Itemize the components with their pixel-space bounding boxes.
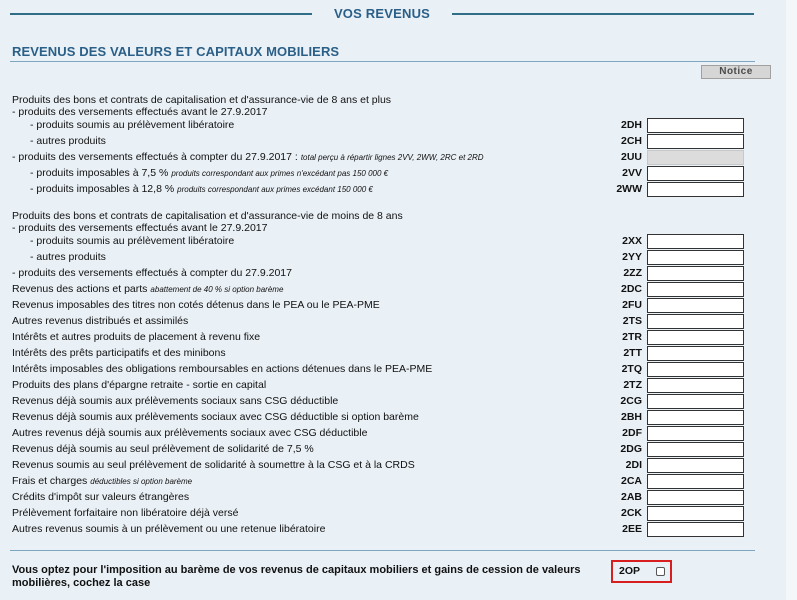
amount-input-2tt[interactable]: [647, 346, 744, 361]
row-label-text: Frais et charges: [12, 475, 88, 487]
section-divider: [10, 61, 755, 62]
amount-input-2tz[interactable]: [647, 378, 744, 393]
box-code: 2TZ: [623, 379, 642, 391]
row-label-text: Autres revenus distribués et assimilés: [12, 315, 189, 327]
form-row-2dh: [0, 118, 786, 134]
form-row-2yy: [0, 250, 786, 266]
row-label: [12, 410, 419, 425]
box-code: 2AB: [620, 491, 642, 503]
row-label-text: Intérêts imposables des obligations remboursables en actions détenues dans le PEA-PME: [12, 363, 433, 375]
box-code: 2CH: [620, 135, 642, 147]
amount-input-2df[interactable]: [647, 426, 744, 441]
row-label-text: Revenus soumis au seul prélèvement de solidarité à soumettre à la CSG et à la CRDS: [12, 459, 415, 471]
amount-input-2dh[interactable]: [647, 118, 744, 133]
notice-button[interactable]: Notice: [701, 65, 771, 79]
row-label: [12, 298, 380, 313]
amount-input-2yy[interactable]: [647, 250, 744, 265]
option-code: 2OP: [619, 565, 641, 577]
amount-input-2vv[interactable]: [647, 166, 744, 181]
row-label: [30, 166, 388, 181]
row-label-text: Autres revenus déjà soumis aux prélèvements sociaux avec CSG déductible: [12, 427, 368, 439]
box-code: 2TQ: [621, 363, 642, 375]
form-row-2dg: [0, 442, 786, 458]
row-label: [12, 378, 266, 393]
row-label: [12, 314, 188, 329]
form-row-2vv: [0, 166, 786, 182]
form-row-2tz: [0, 378, 786, 394]
amount-input-2ww[interactable]: [647, 182, 744, 197]
amount-input-2ck[interactable]: [647, 506, 744, 521]
row-label-text: Revenus imposables des titres non cotés détenus dans le PEA ou le PEA-PME: [12, 299, 380, 311]
row-label: [12, 490, 189, 505]
row-label: [12, 522, 325, 537]
row-note: produits correspondant aux primes excédant 150 000 €: [177, 185, 373, 194]
form-row-2tq: [0, 362, 786, 378]
row-label: [30, 118, 234, 133]
row-label-text: - produits imposables à 12,8 %: [30, 183, 175, 195]
option-text: Vous optez pour l'imposition au barème de vos revenus de capitaux mobiliers et gains de cession de valeurs mobilières, cochez la case: [12, 564, 581, 589]
box-code: 2WW: [616, 183, 642, 195]
row-label: [12, 362, 432, 377]
amount-input-2ab[interactable]: [647, 490, 744, 505]
group2-subheading: - produits des versements effectués avant le 27.9.2017: [12, 222, 268, 234]
row-label: [12, 506, 238, 521]
amount-input-2tr[interactable]: [647, 330, 744, 345]
amount-input-2bh[interactable]: [647, 410, 744, 425]
amount-input-2dg[interactable]: [647, 442, 744, 457]
form-row-2ww: [0, 182, 786, 198]
row-label: [12, 474, 192, 489]
form-row-2ca: [0, 474, 786, 490]
form-row-2di: [0, 458, 786, 474]
row-label-text: Produits des plans d'épargne retraite - sortie en capital: [12, 379, 267, 391]
amount-input-2dc[interactable]: [647, 282, 744, 297]
form-row-2zz: [0, 266, 786, 282]
row-label-text: Revenus déjà soumis aux prélèvements sociaux avec CSG déductible si option barème: [12, 411, 419, 423]
amount-input-2ee[interactable]: [647, 522, 744, 537]
box-code: 2TT: [623, 347, 642, 359]
form-row-2uu: [0, 150, 786, 166]
option-checkbox[interactable]: [656, 567, 665, 576]
form-row-2ee: [0, 522, 786, 538]
section-title: REVENUS DES VALEURS ET CAPITAUX MOBILIERS: [12, 44, 340, 59]
amount-input-2ca[interactable]: [647, 474, 744, 489]
row-label: [12, 150, 484, 165]
box-code: 2EE: [622, 523, 642, 535]
form-row-2tt: [0, 346, 786, 362]
row-label: [30, 250, 106, 265]
form-row-2fu: [0, 298, 786, 314]
bottom-divider: [10, 550, 755, 551]
row-label-text: Prélèvement forfaitaire non libératoire déjà versé: [12, 507, 239, 519]
row-label-text: Revenus des actions et parts: [12, 283, 148, 295]
title-divider-left: [10, 13, 312, 15]
group1-heading: Produits des bons et contrats de capitalisation et d'assurance-vie de 8 ans et plus: [12, 94, 392, 106]
form-row-2xx: [0, 234, 786, 250]
row-note: total perçu à répartir lignes 2VV, 2WW, 2RC et 2RD: [300, 153, 484, 162]
row-label-text: Revenus déjà soumis au seul prélèvement de solidarité de 7,5 %: [12, 443, 314, 455]
title-divider-right: [452, 13, 754, 15]
box-code: 2ZZ: [623, 267, 642, 279]
row-label-text: - produits des versements effectués à compter du 27.9.2017 :: [12, 151, 298, 163]
form-row-2dc: [0, 282, 786, 298]
amount-input-2cg[interactable]: [647, 394, 744, 409]
right-edge: [786, 0, 797, 600]
form-row-2ab: [0, 490, 786, 506]
form-row-2ck: [0, 506, 786, 522]
row-note: déductibles si option barème: [90, 477, 193, 486]
row-label: [12, 442, 314, 457]
row-label: [30, 182, 373, 197]
box-code: 2TR: [622, 331, 642, 343]
box-code: 2FU: [622, 299, 642, 311]
row-label: [12, 282, 283, 297]
row-label: [12, 346, 226, 361]
row-label: [12, 266, 292, 281]
row-label-text: Revenus déjà soumis aux prélèvements sociaux sans CSG déductible: [12, 395, 339, 407]
box-code: 2VV: [622, 167, 642, 179]
box-code: 2DI: [625, 459, 642, 471]
row-label: [30, 234, 234, 249]
group2-heading: Produits des bons et contrats de capitalisation et d'assurance-vie de moins de 8 ans: [12, 210, 403, 222]
group1-subheading: - produits des versements effectués avant le 27.9.2017: [12, 106, 268, 118]
amount-input-2tq[interactable]: [647, 362, 744, 377]
row-note: produits correspondant aux primes n'excédant pas 150 000 €: [171, 169, 389, 178]
amount-input-2ch[interactable]: [647, 134, 744, 149]
row-label: [12, 330, 260, 345]
row-label-text: - produits imposables à 7,5 %: [30, 167, 169, 179]
box-code: 2DF: [622, 427, 642, 439]
row-label: [12, 426, 367, 441]
page-title: VOS REVENUS: [333, 6, 431, 21]
box-code: 2CG: [620, 395, 642, 407]
box-code: 2XX: [622, 235, 642, 247]
row-label-text: Intérêts des prêts participatifs et des minibons: [12, 347, 226, 359]
amount-input-2ts[interactable]: [647, 314, 744, 329]
row-label-text: - produits soumis au prélèvement libératoire: [30, 235, 235, 247]
row-label-text: - autres produits: [30, 135, 106, 147]
box-code: 2YY: [622, 251, 642, 263]
row-label-text: - produits soumis au prélèvement libératoire: [30, 119, 235, 131]
row-label-text: - produits des versements effectués à compter du 27.9.2017: [12, 267, 292, 279]
form-row-2cg: [0, 394, 786, 410]
form-row-2tr: [0, 330, 786, 346]
amount-input-2fu[interactable]: [647, 298, 744, 313]
form-row-2bh: [0, 410, 786, 426]
box-code: 2UU: [620, 151, 642, 163]
box-code: 2TS: [622, 315, 642, 327]
row-label: [30, 134, 106, 149]
amount-input-2zz[interactable]: [647, 266, 744, 281]
row-label: [12, 458, 415, 473]
row-label-text: - autres produits: [30, 251, 106, 263]
box-code: 2DC: [620, 283, 642, 295]
row-label-text: Intérêts et autres produits de placement à revenu fixe: [12, 331, 261, 343]
amount-input-2di[interactable]: [647, 458, 744, 473]
box-code: 2CK: [620, 507, 642, 519]
row-label: [12, 394, 338, 409]
row-note: abattement de 40 % si option barème: [150, 285, 284, 294]
amount-input-2xx[interactable]: [647, 234, 744, 249]
form-row-2ch: [0, 134, 786, 150]
row-label-text: Autres revenus soumis à un prélèvement ou une retenue libératoire: [12, 523, 326, 535]
box-code: 2DG: [620, 443, 642, 455]
box-code: 2CA: [620, 475, 642, 487]
form-row-2df: [0, 426, 786, 442]
box-code: 2DH: [620, 119, 642, 131]
amount-input-2uu: [647, 150, 744, 165]
form-row-2ts: [0, 314, 786, 330]
box-code: 2BH: [620, 411, 642, 423]
row-label-text: Crédits d'impôt sur valeurs étrangères: [12, 491, 190, 503]
